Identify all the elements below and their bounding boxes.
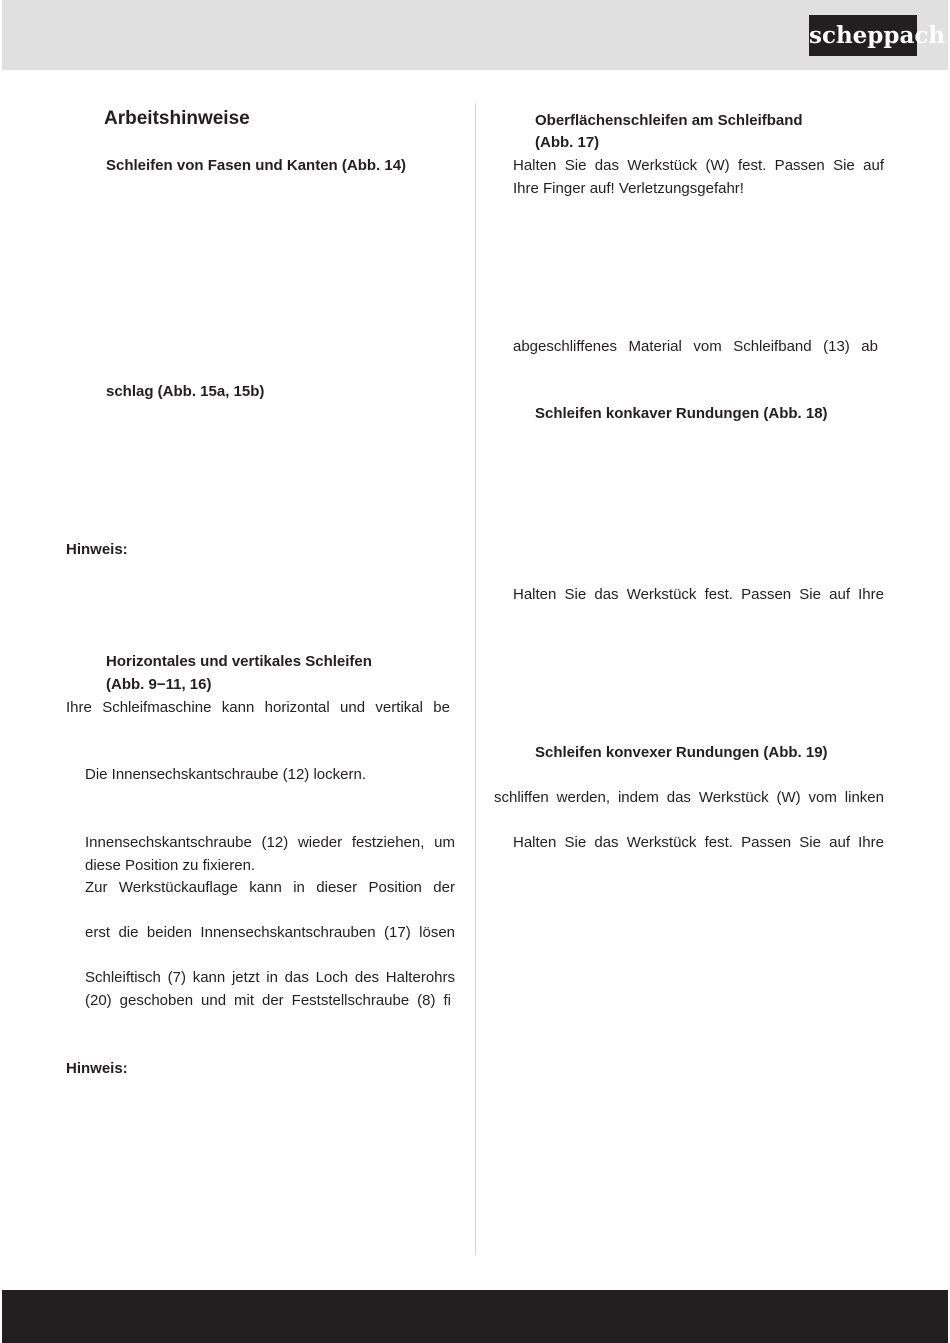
para-material: abgeschliffenes Material vom Schleifband (13) ab [513,338,878,355]
scheppach-logo: scheppach [809,15,917,56]
hinweis-label-2: Hinweis: [66,1060,128,1077]
para-konvex-halten: Halten Sie das Werkstück fest. Passen Sie auf Ihre [513,834,884,851]
heading-konkav: Schleifen konkaver Rundungen (Abb. 18) [535,405,828,422]
step-festziehen-line2: diese Position zu fixieren. [85,857,256,874]
section-title: Arbeitshinweise [104,108,250,129]
column-divider [475,103,476,1255]
para-konvex: schliffen werden, indem das Werkstück (W) vom linken [494,789,884,806]
step-lockern: Die Innensechskantschraube (12) lockern. [85,766,366,783]
para-oberflaeche-line2: Ihre Finger auf! Verletzungsgefahr! [513,180,744,197]
heading-fasen-kanten: Schleifen von Fasen und Kanten (Abb. 14) [106,157,407,174]
para-horizontal: Ihre Schleifmaschine kann horizontal und vertikal be [66,699,450,716]
para-konkav: Halten Sie das Werkstück fest. Passen Sie auf Ihre [513,586,884,603]
heading-schlag: schlag (Abb. 15a, 15b) [106,383,265,400]
page-footer-band [2,1290,948,1343]
step-auflage: Zur Werkstückauflage kann in dieser Position der [85,879,455,896]
step-tisch-line1: Schleiftisch (7) kann jetzt in das Loch des Halterohrs [85,969,455,986]
heading-oberflaeche-line2: (Abb. 17) [535,134,600,151]
step-loesen: erst die beiden Innensechskantschrauben (17) lösen [85,924,455,941]
heading-oberflaeche-line1: Oberflächenschleifen am Schleifband [535,112,803,129]
page-header-band [2,0,948,70]
para-oberflaeche-line1: Halten Sie das Werkstück (W) fest. Passen Sie auf [513,157,884,174]
step-tisch-line2: (20) geschoben und mit der Feststellschraube (8) fi [85,992,451,1009]
hinweis-label-1: Hinweis: [66,541,128,558]
heading-horizontal-line1: Horizontales und vertikales Schleifen [106,653,372,670]
step-festziehen-line1: Innensechskantschraube (12) wieder festziehen, um [85,834,455,851]
heading-konvex: Schleifen konvexer Rundungen (Abb. 19) [535,744,828,761]
heading-horizontal-line2: (Abb. 9−11, 16) [106,676,212,693]
